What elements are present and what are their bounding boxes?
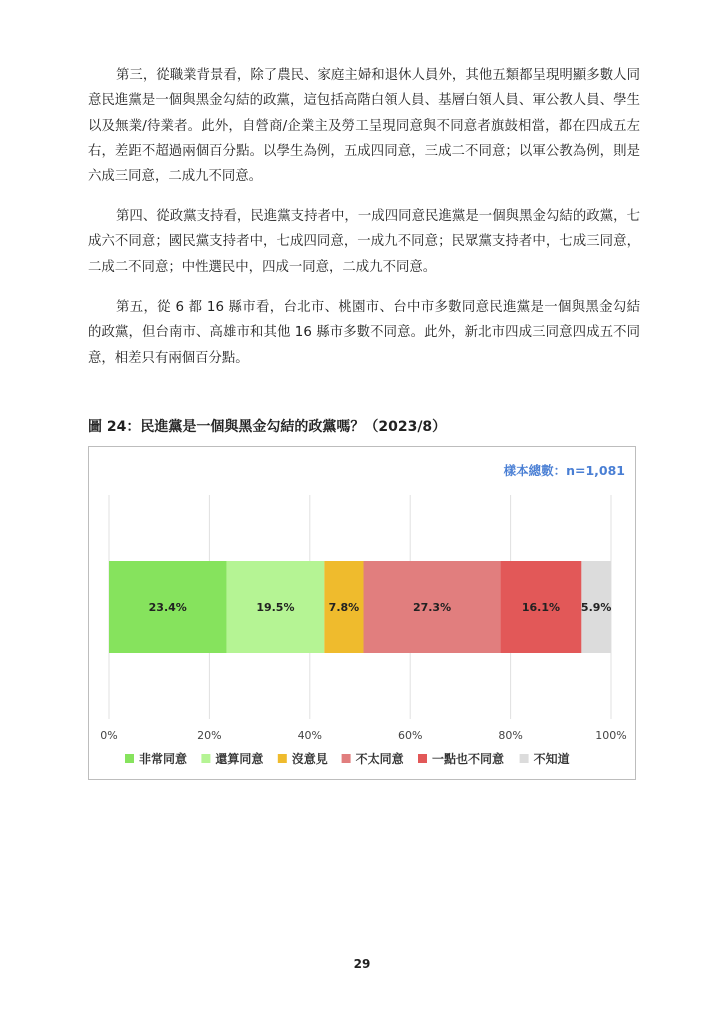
data-label: 7.8% [328, 601, 360, 614]
x-tick-label: 100% [595, 729, 627, 742]
legend-label: 還算同意 [215, 752, 264, 766]
figure-title: 圖 24：民進黨是一個與黑金勾結的政黨嗎？（2023/8） [88, 419, 447, 435]
x-tick-label: 0% [100, 729, 118, 742]
legend-swatch [342, 754, 351, 763]
sample-size-note: 樣本總數：n=1,081 [503, 463, 625, 478]
data-label: 5.9% [580, 601, 612, 614]
paragraph-occupation: 第三，從職業背景看，除了農民、家庭主婦和退休人員外，其他五類都呈現明顯多數人同意民進黨是一個與黑金勾結的政黨，這包括高階白領人員、基層白領人員、軍公教人員、學生以及無業/待業者。此外，自營商/企業主及勞工呈現同意與不同意者旗鼓相當，都在四成五左右，差距不超過兩個百分點。以學生為例，五成四同意，三成二不同意；以軍公教為例，則是六成三同意，二成九不同意。 [88, 68, 640, 185]
x-tick-label: 60% [397, 729, 423, 742]
paragraph-region: 第五，從 6 都 16 縣市看，台北市、桃園市、台中市多數同意民進黨是一個與黑金勾結的政黨，但台南市、高雄市和其他 16 縣市多數不同意。此外，新北市四成三同意四成五不同意，相差只有兩個百分點。 [88, 300, 640, 366]
data-label: 19.5% [256, 601, 295, 614]
x-tick-label: 80% [498, 729, 523, 742]
data-label: 27.3% [412, 601, 452, 614]
legend-swatch [278, 754, 287, 763]
chart-container [88, 446, 636, 780]
x-tick-label: 40% [297, 729, 323, 742]
legend-label: 不太同意 [355, 752, 404, 766]
legend-label: 一點也不同意 [432, 752, 505, 766]
legend-swatch [125, 754, 134, 763]
paragraph-party-support: 第四、從政黨支持看，民進黨支持者中，一成四同意民進黨是一個與黑金勾結的政黨，七成六不同意；國民黨支持者中，七成四同意，一成九不同意；民眾黨支持者中，七成三同意，二成二不同意；中性選民中，四成一同意，二成九不同意。 [88, 209, 640, 275]
data-label: 16.1% [521, 601, 561, 614]
stacked-bar-chart [89, 447, 637, 781]
legend-label: 沒意見 [291, 752, 328, 766]
data-label: 23.4% [148, 601, 187, 614]
page-number: 29 [353, 957, 371, 971]
legend-swatch [201, 754, 210, 763]
x-tick-label: 20% [197, 729, 222, 742]
legend-label: 非常同意 [139, 752, 188, 766]
legend-swatch [418, 754, 427, 763]
legend-swatch [520, 754, 529, 763]
legend-label: 不知道 [533, 752, 570, 766]
